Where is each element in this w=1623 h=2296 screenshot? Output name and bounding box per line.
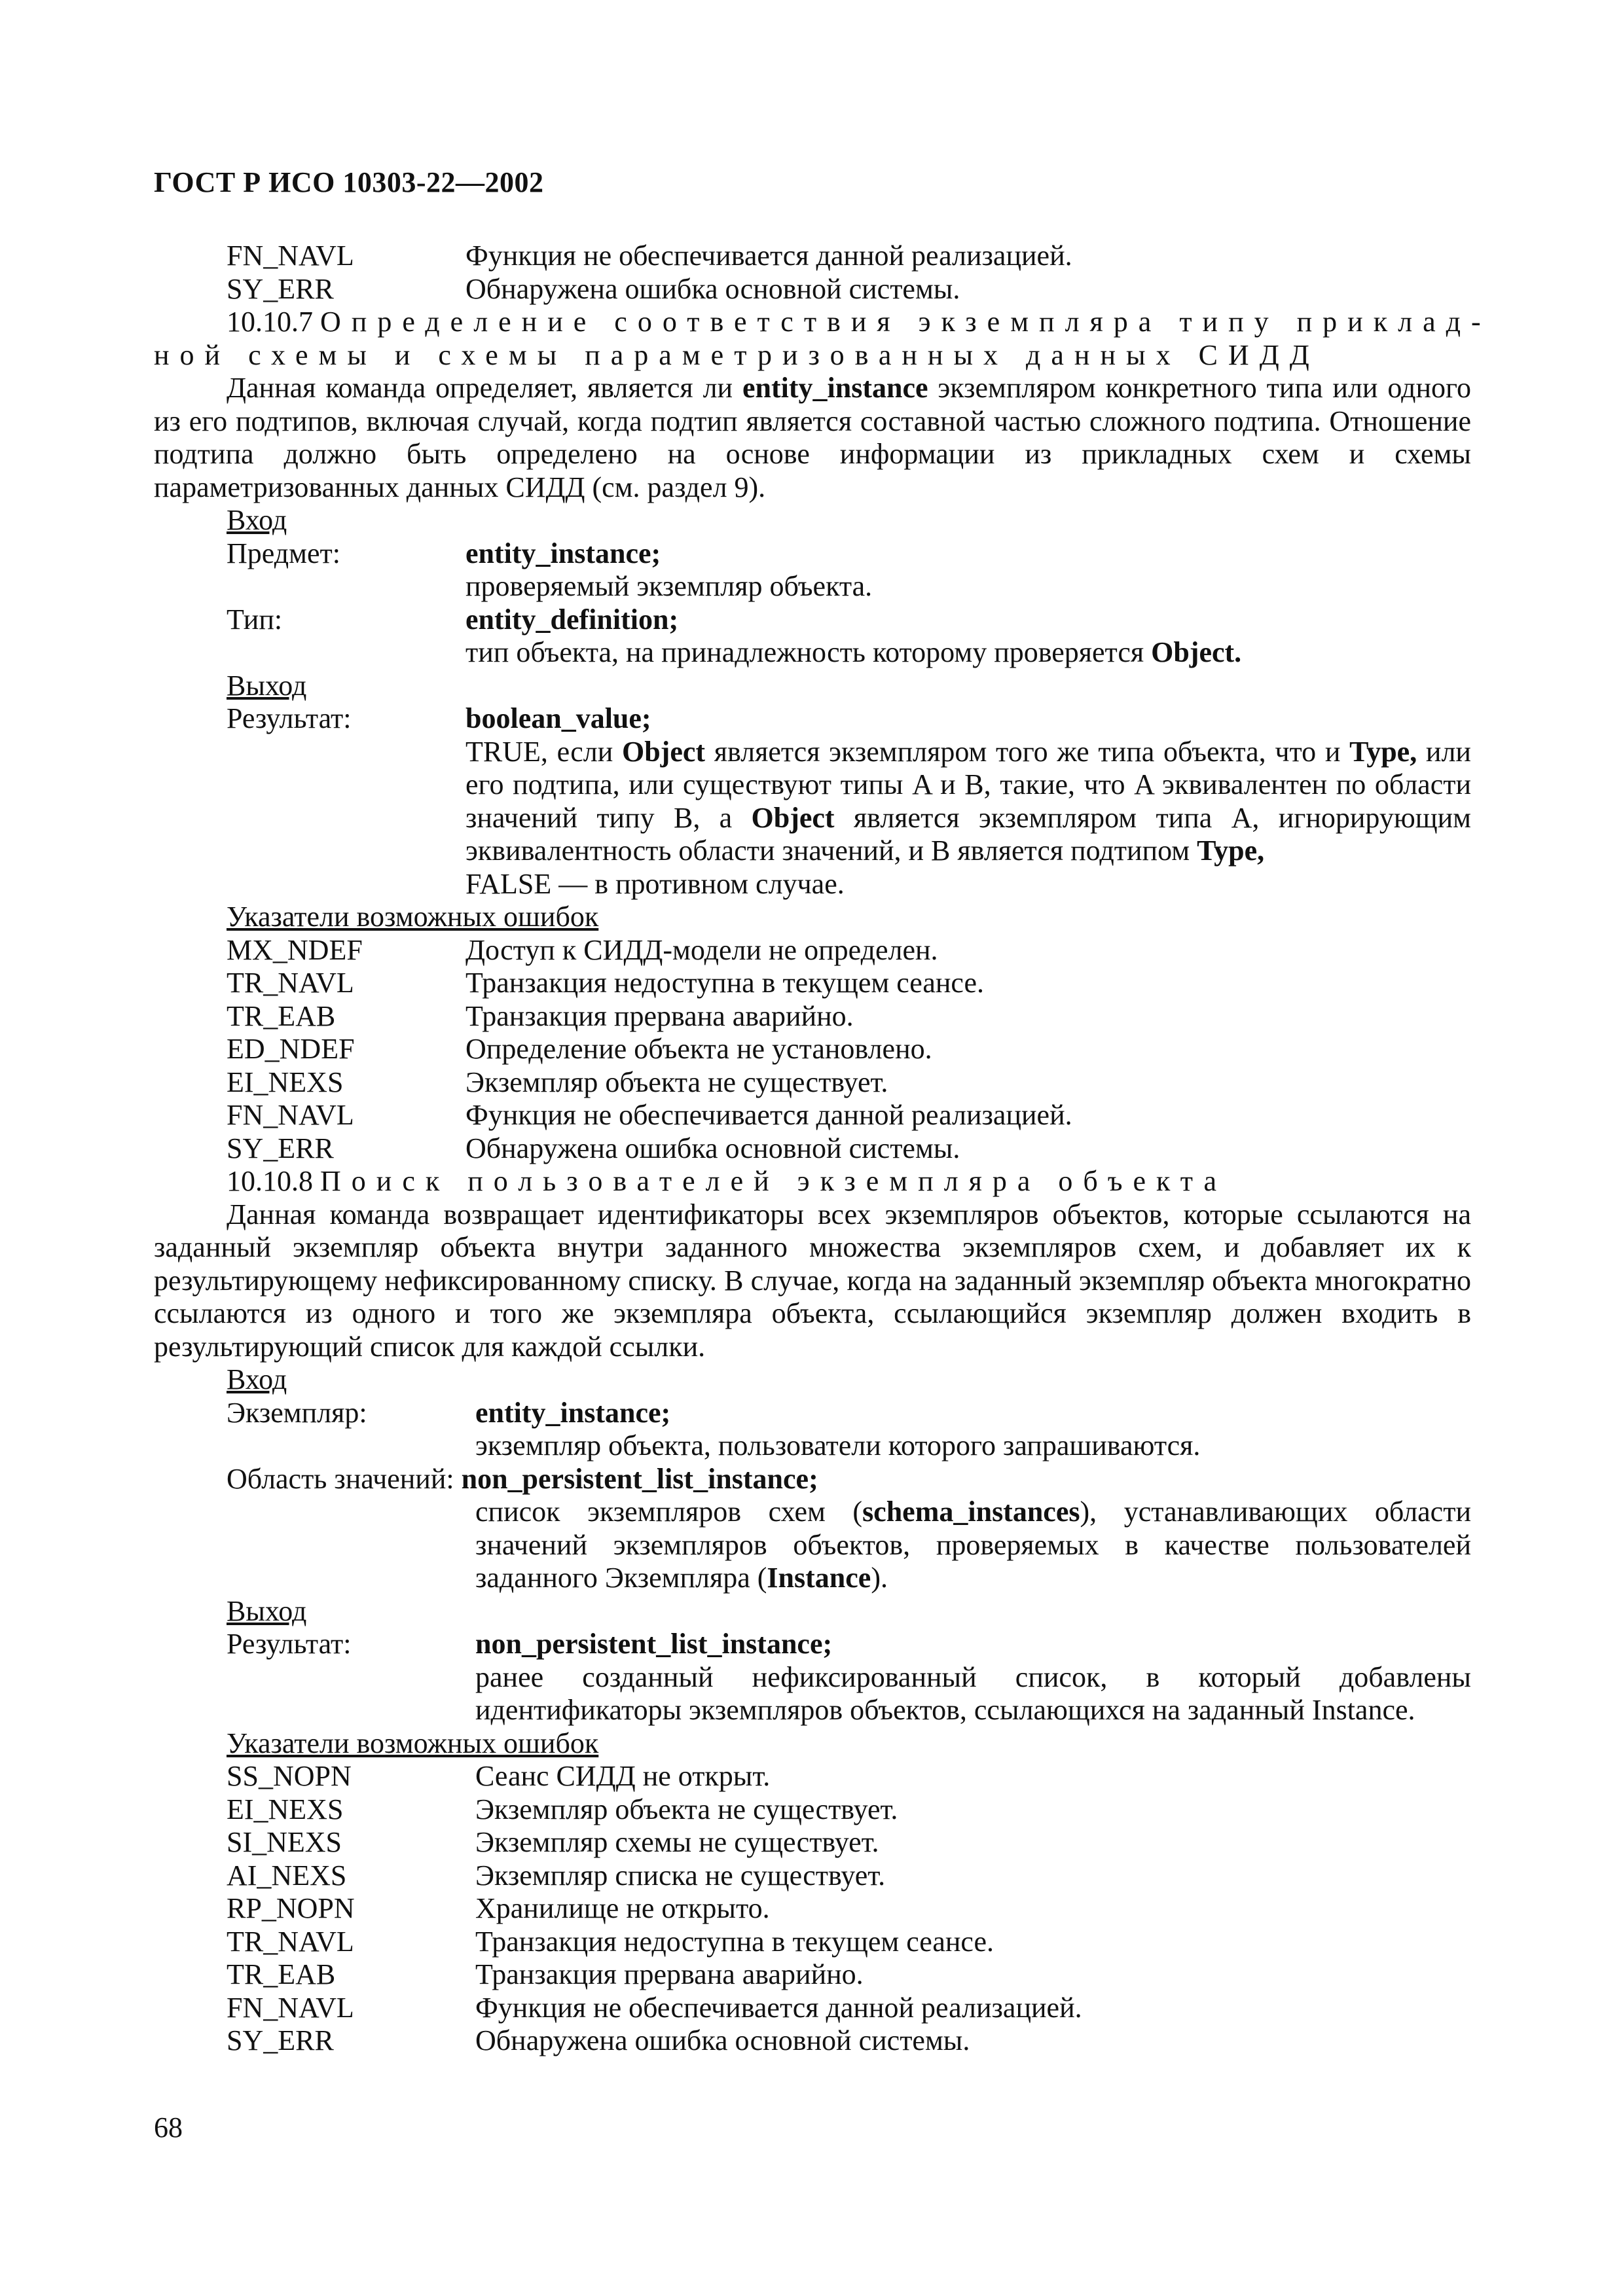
param-key: Предмет:: [227, 537, 340, 569]
error-code: SI_NEXS: [227, 1826, 342, 1858]
output-label: Выход: [227, 669, 307, 702]
error-code: MX_NDEF: [227, 933, 363, 966]
result-row: [154, 702, 1471, 736]
error-text: Обнаружена ошибка основной системы.: [465, 1132, 960, 1164]
result-type: non_persistent_list_instance;: [475, 1628, 833, 1660]
error-code: SY_ERR: [227, 1132, 334, 1164]
error-code: FN_NAVL: [227, 1099, 354, 1131]
param-desc: экземпляр объекта, пользователи которого запрашиваются.: [475, 1429, 1201, 1462]
param-row: [154, 1463, 1471, 1496]
param-type: non_persistent_list_instance;: [461, 1462, 818, 1495]
error-row: [154, 273, 1471, 306]
error-code: TR_NAVL: [227, 967, 354, 999]
section-heading: [154, 1165, 1471, 1198]
error-row: [154, 2024, 1471, 2058]
section-title-line1: Определение соответствия экземпляра типу приклад-: [320, 306, 1491, 338]
result-row: [154, 1628, 1471, 1661]
error-row: [154, 1926, 1471, 1959]
input-label: Вход: [227, 504, 287, 536]
error-row: [154, 967, 1471, 1000]
section-number: 10.10.7: [227, 306, 313, 338]
error-text: Экземпляр схемы не существует.: [475, 1826, 879, 1858]
error-text: Доступ к СИДД-модели не определен.: [465, 933, 938, 966]
param-key: Экземпляр:: [227, 1396, 367, 1429]
error-row: [154, 1099, 1471, 1132]
error-code: SS_NOPN: [227, 1760, 352, 1792]
error-text: Обнаружена ошибка основной системы.: [465, 272, 960, 305]
page-header: ГОСТ Р ИСО 10303-22—2002: [154, 166, 544, 198]
param-key: Тип:: [227, 603, 283, 636]
error-code: AI_NEXS: [227, 1859, 347, 1892]
result-desc: TRUE, если Object является экземпляром того же типа объекта, что и Type, или его подтипа, или существуют типы A и B, такие, что A эквивалентен по области значений типу B, а Object является экземпляром типа A, игнорирующим эквивалентность области значений, и B является подтипом Type,: [465, 735, 1471, 867]
error-text: Транзакция прервана аварийно.: [465, 999, 854, 1032]
error-row: [154, 1826, 1471, 1859]
param-desc: список экземпляров схем (schema_instances), устанавливающих области значений экземпляров объектов, проверяемых в качестве пользователей заданного Экземпляра (Instance).: [475, 1496, 1471, 1594]
error-text: Функция не обеспечивается данной реализацией.: [465, 1099, 1072, 1131]
error-text: Функция не обеспечивается данной реализацией.: [475, 1991, 1082, 2024]
errors-list: [154, 934, 1471, 1166]
error-row: [154, 1793, 1471, 1827]
section-paragraph: Данная команда определяет, является ли entity_instance экземпляром конкретного типа или одного из его подтипов, включая случай, когда подтип является составной частью сложного подтипа. Отношение подтипа должно быть определено на основе информации из прикладных схем и схемы параметризованных данных СИДД (см. раздел 9).: [154, 372, 1471, 503]
error-row: [154, 1958, 1471, 1992]
section-heading: [154, 306, 1491, 339]
output-label: Выход: [227, 1594, 307, 1627]
error-text: Хранилище не открыто.: [475, 1892, 770, 1924]
error-text: Сеанс СИДД не открыт.: [475, 1760, 771, 1792]
error-text: Экземпляр объекта не существует.: [465, 1066, 888, 1098]
error-text: Функция не обеспечивается данной реализацией.: [465, 240, 1072, 272]
error-code: ED_NDEF: [227, 1033, 355, 1065]
param-type: entity_instance;: [465, 537, 661, 569]
errors-list: [154, 1760, 1471, 2058]
error-text: Определение объекта не установлено.: [465, 1033, 932, 1065]
error-code: TR_EAB: [227, 999, 336, 1032]
error-row: [154, 1760, 1471, 1793]
input-label: Вход: [227, 1363, 287, 1395]
error-code: TR_NAVL: [227, 1925, 354, 1958]
section-paragraph: Данная команда возвращает идентификаторы всех экземпляров объектов, которые ссылаются на заданный экземпляр объекта внутри заданного множества экземпляров схем, и добавляет их к результирующему нефиксированному списку. В случае, когда на заданный экземпляр объекта многократно ссылаются из одного и того же экземпляра объекта, ссылающийся экземпляр должен входить в результирующий список для каждой ссылки.: [154, 1198, 1471, 1363]
error-row: [154, 1992, 1471, 2025]
error-row: [154, 1000, 1471, 1033]
param-key: Область значений:: [227, 1462, 462, 1495]
error-code: FN_NAVL: [227, 1991, 354, 2024]
param-row: [154, 537, 1471, 571]
result-key: Результат:: [227, 1628, 352, 1660]
error-row: [154, 1892, 1471, 1926]
error-code: FN_NAVL: [227, 240, 354, 272]
error-row: [154, 240, 1471, 273]
error-text: Обнаружена ошибка основной системы.: [475, 2024, 970, 2056]
error-text: Экземпляр объекта не существует.: [475, 1793, 898, 1825]
error-code: EI_NEXS: [227, 1066, 344, 1098]
error-code: SY_ERR: [227, 2024, 334, 2056]
error-row: [154, 1033, 1471, 1066]
section-title: Поиск пользователей экземпляра объекта: [320, 1165, 1228, 1197]
param-row: [154, 603, 1471, 637]
section-number: 10.10.8: [227, 1165, 313, 1197]
error-row: [154, 1859, 1471, 1893]
error-code: RP_NOPN: [227, 1892, 355, 1924]
error-row: [154, 1066, 1471, 1100]
param-type: entity_definition;: [465, 603, 679, 636]
error-text: Экземпляр списка не существует.: [475, 1859, 886, 1892]
result-key: Результат:: [227, 702, 352, 734]
error-code: TR_EAB: [227, 1958, 336, 1990]
errors-label: Указатели возможных ошибок: [227, 1727, 599, 1759]
result-desc-false: FALSE — в противном случае.: [465, 867, 845, 900]
param-type: entity_instance;: [475, 1396, 671, 1429]
page-body: [154, 240, 1491, 2058]
error-text: Транзакция недоступна в текущем сеансе.: [465, 967, 985, 999]
error-row: [154, 934, 1471, 967]
page-number: 68: [154, 2111, 183, 2144]
errors-label: Указатели возможных ошибок: [227, 901, 599, 933]
error-text: Транзакция прервана аварийно.: [475, 1958, 864, 1990]
section-title-line2: ной схемы и схемы параметризованных данных СИДД: [154, 338, 1320, 371]
error-text: Транзакция недоступна в текущем сеансе.: [475, 1925, 994, 1958]
result-desc: ранее созданный нефиксированный список, в который добавлены идентификаторы экземпляров объектов, ссылающихся на заданный Instance.: [475, 1660, 1471, 1726]
result-type: boolean_value;: [465, 702, 651, 734]
error-code: SY_ERR: [227, 272, 334, 305]
param-row: [154, 1397, 1471, 1430]
param-desc: проверяемый экземпляр объекта.: [465, 570, 873, 602]
error-code: EI_NEXS: [227, 1793, 344, 1825]
error-row: [154, 1132, 1471, 1166]
param-desc: тип объекта, на принадлежность которому проверяется Object.: [465, 636, 1242, 668]
